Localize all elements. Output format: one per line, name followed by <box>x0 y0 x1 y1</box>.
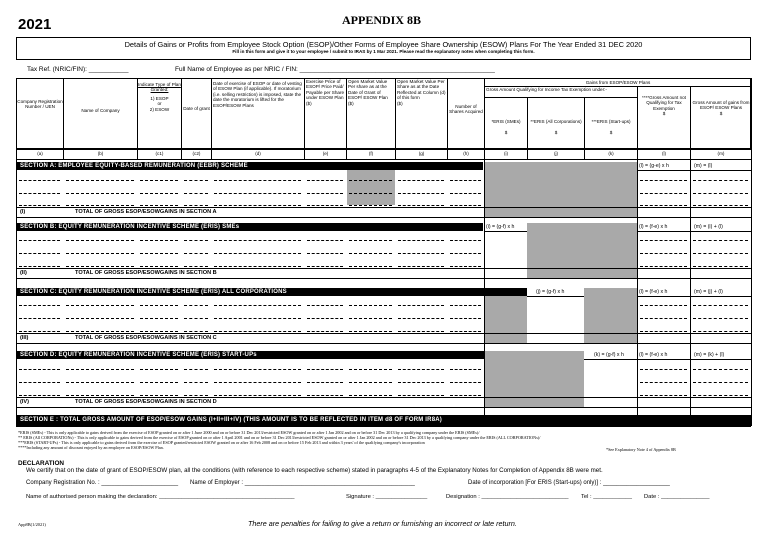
omv-grant-label: Open Market Value Per share as at the Date of Grant of ESOP/ ESOW Plan <box>348 79 388 101</box>
gross-gains-unit: $ <box>719 110 723 116</box>
col-eris-smes <box>485 119 527 136</box>
omv-date-label: Open Market Value Per Share as at the Date Reflected at Column (d) of this form <box>397 79 446 101</box>
entry-line[interactable] <box>19 318 60 319</box>
col-gross-gains <box>692 100 750 116</box>
penalty-notice: There are penalties for failing to give a return or furnishing an incorrect or late return. <box>248 519 517 528</box>
entry-line[interactable] <box>398 305 444 306</box>
date-field[interactable]: _______________ <box>661 494 710 500</box>
col-omv-date <box>397 79 446 106</box>
entry-line[interactable] <box>19 382 60 383</box>
entry-line[interactable] <box>214 331 301 332</box>
entry-line[interactable] <box>693 331 748 332</box>
entry-line[interactable] <box>693 318 748 319</box>
entry-line[interactable] <box>140 205 178 206</box>
entry-line[interactable] <box>349 180 392 181</box>
col-gross-qualifying: Gross Amount Qualifying for Income Tax Exemption under:- <box>486 87 607 92</box>
col-company-name: Name of Company <box>81 108 120 113</box>
section-d-header: SECTION D: EQUITY REMUNERATION INCENTIVE SCHEME (ERIS) START-UPs <box>16 351 484 359</box>
entry-line[interactable] <box>349 266 392 267</box>
exercise-price-unit: ($) <box>306 100 312 106</box>
entry-line[interactable] <box>640 266 687 267</box>
entry-line[interactable] <box>398 266 444 267</box>
col-company-reg: Company Registration Number / UEN <box>17 99 63 110</box>
entry-line[interactable] <box>66 318 134 319</box>
letter-e: (e) <box>322 151 329 156</box>
declaration-text: We certify that on the date of grant of ESOP/ESOW plan, all the conditions (with reference to each respective scheme) stated in paragraphs 4-5 of the Explanatory Notes for Completion of Appendix 8B were met. <box>26 467 603 474</box>
entry-line[interactable] <box>640 331 687 332</box>
note-discount: ****Including any amount of discount enjoyed by an employee on ESOP/ESOW Plan. <box>18 445 164 450</box>
designation-row <box>446 494 569 500</box>
entry-line[interactable] <box>66 369 134 370</box>
section-a-header: SECTION A: EMPLOYEE EQUITY-BASED REMUNERATION (EEBR) SCHEME <box>16 162 483 170</box>
entry-line[interactable] <box>184 331 208 332</box>
entry-line[interactable] <box>307 240 343 241</box>
entry-line[interactable] <box>450 395 481 396</box>
date-label: Date : <box>644 494 660 500</box>
omv-grant-unit: ($) <box>348 100 354 106</box>
eris-startups-unit: $ <box>609 130 613 136</box>
letter-a: (a) <box>37 151 43 156</box>
employer-label: Name of Employer : <box>190 480 244 486</box>
tax-ref-field[interactable]: ___________ <box>88 66 129 73</box>
note-explanatory: *See Explanatory Note 4 of Appendix 8B <box>606 447 676 452</box>
section-d-total-no: (IV) <box>20 399 30 405</box>
section-b-total-no: (II) <box>20 270 27 276</box>
entry-line[interactable] <box>349 382 392 383</box>
entry-line[interactable] <box>66 180 134 181</box>
col-gross-not-qualifying <box>640 95 688 117</box>
appendix-title: APPENDIX 8B <box>342 13 422 27</box>
eris-all-unit: $ <box>554 130 558 136</box>
entry-line[interactable] <box>693 180 748 181</box>
entry-line[interactable] <box>214 369 301 370</box>
entry-line[interactable] <box>307 266 343 267</box>
entry-line[interactable] <box>214 205 301 206</box>
entry-line[interactable] <box>140 193 178 194</box>
letter-j: (j) <box>553 151 559 156</box>
employee-name-field[interactable]: ______________________________________________________ <box>299 66 495 73</box>
eris-smes-unit: $ <box>504 130 508 136</box>
entry-line[interactable] <box>184 369 208 370</box>
entry-line[interactable] <box>640 369 687 370</box>
section-d-formula-l: (l) = (f-e) x h <box>639 352 668 358</box>
entry-line[interactable] <box>19 193 60 194</box>
employee-name-label: Full Name of Employee as per NRIC / FIN: <box>175 66 298 73</box>
entry-line[interactable] <box>66 395 134 396</box>
title-box <box>16 37 751 60</box>
entry-line[interactable] <box>184 193 208 194</box>
entry-line[interactable] <box>66 266 134 267</box>
entry-line[interactable] <box>19 331 60 332</box>
entry-line[interactable] <box>640 205 687 206</box>
entry-line[interactable] <box>140 253 178 254</box>
entry-line[interactable] <box>349 205 392 206</box>
entry-line[interactable] <box>349 305 392 306</box>
entry-line[interactable] <box>140 395 178 396</box>
entry-line[interactable] <box>307 305 343 306</box>
section-a-shaded-f <box>347 170 395 205</box>
col-eris-startups <box>585 119 637 136</box>
entry-line[interactable] <box>640 193 687 194</box>
entry-line[interactable] <box>349 318 392 319</box>
section-a-formula-m: (m) = (l) <box>694 163 713 169</box>
letter-b: (b) <box>97 151 104 156</box>
entry-line[interactable] <box>450 331 481 332</box>
entry-line[interactable] <box>349 395 392 396</box>
section-a-shaded <box>484 162 637 217</box>
entry-line[interactable] <box>693 305 748 306</box>
gross-not-qualifying-unit: $ <box>662 111 666 117</box>
entry-line[interactable] <box>640 240 687 241</box>
col-num-shares: Number of Shares Acquired <box>449 104 483 115</box>
signature-row <box>346 494 427 500</box>
entry-line[interactable] <box>140 266 178 267</box>
col-omv-grant <box>348 79 394 106</box>
section-d-total-label: TOTAL OF GROSS ESOP/ESOWGAINS IN SECTION D <box>75 399 217 405</box>
col-plan-type <box>138 82 181 112</box>
entry-line[interactable] <box>307 331 343 332</box>
entry-line[interactable] <box>19 205 60 206</box>
entry-line[interactable] <box>450 369 481 370</box>
entry-line[interactable] <box>66 205 134 206</box>
entry-line[interactable] <box>398 318 444 319</box>
note-eris-smes: *ERIS (SMEs) - This is only applicable to gains derived from the exercise of ESOP granted on or after 1 June 2000 and on or before 31 Dec 2013/restricted ESOW granted on or after 1 Jan 2002 and on or before 31 Dec 2013 by a qualifying company under the ERIS (SMEs)/ <box>18 430 480 435</box>
entry-line[interactable] <box>184 205 208 206</box>
company-reg-field[interactable]: _______________________ <box>101 480 179 486</box>
entry-line[interactable] <box>66 305 134 306</box>
incorporation-field[interactable]: ____________________ <box>603 480 670 486</box>
entry-line[interactable] <box>307 253 343 254</box>
entry-line[interactable] <box>307 205 343 206</box>
entry-line[interactable] <box>66 331 134 332</box>
section-a-total-label: TOTAL OF GROSS ESOP/ESOWGAINS IN SECTION A <box>75 209 217 215</box>
letter-f: (f) <box>368 151 374 156</box>
section-c-header: SECTION C: EQUITY REMUNERATION INCENTIVE SCHEME (ERIS) ALL CORPORATIONS <box>16 288 527 296</box>
section-c-total-no: (III) <box>20 335 29 341</box>
entry-line[interactable] <box>214 266 301 267</box>
section-d-formula-k: (k) = (g-f) x h <box>594 352 624 358</box>
entry-line[interactable] <box>693 382 748 383</box>
incorporation-label: Date of incorporation [For ERIS (Start-ups) only)] : <box>468 480 602 486</box>
entry-line[interactable] <box>349 331 392 332</box>
entry-line[interactable] <box>349 240 392 241</box>
omv-date-unit: ($) <box>397 100 403 106</box>
letter-c2: (c2) <box>192 151 201 156</box>
entry-line[interactable] <box>214 253 301 254</box>
form-code: App8B(1/2021) <box>18 522 46 527</box>
entry-line[interactable] <box>19 180 60 181</box>
entry-line[interactable] <box>450 205 481 206</box>
entry-line[interactable] <box>450 318 481 319</box>
entry-line[interactable] <box>398 331 444 332</box>
employer-row <box>190 480 415 486</box>
entry-line[interactable] <box>640 180 687 181</box>
tel-row <box>581 494 632 500</box>
letter-d: (d) <box>255 151 261 156</box>
entry-line[interactable] <box>640 395 687 396</box>
entry-line[interactable] <box>640 305 687 306</box>
entry-line[interactable] <box>640 253 687 254</box>
entry-line[interactable] <box>398 240 444 241</box>
entry-line[interactable] <box>450 240 481 241</box>
entry-line[interactable] <box>307 318 343 319</box>
letter-h: (h) <box>463 151 469 156</box>
entry-line[interactable] <box>184 180 208 181</box>
eris-smes-label: *ERIS (SMEs) <box>491 119 521 124</box>
entry-line[interactable] <box>184 318 208 319</box>
entry-line[interactable] <box>184 266 208 267</box>
entry-line[interactable] <box>66 253 134 254</box>
entry-line[interactable] <box>140 318 178 319</box>
section-e-header: SECTION E : TOTAL GROSS AMOUNT OF ESOP/ESOW GAINS (I+II+III+IV) (THIS AMOUNT IS TO BE REFLECTED IN ITEM d8 OF FORM IR8A) <box>16 415 751 426</box>
signatory-label: Name of authorised person making the declaration: <box>26 494 158 500</box>
entry-line[interactable] <box>307 369 343 370</box>
col-gains-group: Gains from ESOP/ESOW Plans <box>585 80 651 85</box>
entry-line[interactable] <box>398 382 444 383</box>
tel-field[interactable]: ____________ <box>593 494 632 500</box>
entry-line[interactable] <box>140 369 178 370</box>
date-row <box>644 494 709 500</box>
section-a-total-no: (I) <box>20 209 26 215</box>
tax-ref-label: Tax Ref. (NRIC/FIN): <box>27 66 87 73</box>
declaration-title: DECLARATION <box>18 460 65 467</box>
entry-line[interactable] <box>19 305 60 306</box>
entry-line[interactable] <box>450 180 481 181</box>
entry-line[interactable] <box>140 240 178 241</box>
entry-line[interactable] <box>693 369 748 370</box>
entry-line[interactable] <box>66 240 134 241</box>
entry-line[interactable] <box>214 318 301 319</box>
entry-line[interactable] <box>693 240 748 241</box>
entry-line[interactable] <box>19 395 60 396</box>
section-d-formula-m: (m) = (k) + (l) <box>694 352 725 358</box>
section-d-shaded <box>484 351 584 408</box>
signature-field[interactable]: ________________ <box>375 494 428 500</box>
entry-line[interactable] <box>214 305 301 306</box>
signatory-row <box>26 494 295 500</box>
entry-line[interactable] <box>640 318 687 319</box>
exercise-price-label: Exercise Price of ESOP/ Price Paid/ Payable per Share under ESOW Plan <box>306 79 345 101</box>
letter-i: (i) <box>503 151 509 156</box>
incorporation-row <box>468 480 670 486</box>
designation-field[interactable]: ___________________________ <box>481 494 569 500</box>
signature-label: Signature : <box>346 494 375 500</box>
entry-line[interactable] <box>19 240 60 241</box>
entry-line[interactable] <box>450 266 481 267</box>
section-c-shaded-i <box>484 296 527 343</box>
letter-k: (k) <box>608 151 614 156</box>
signatory-field[interactable]: __________________________________________ <box>159 494 295 500</box>
company-reg-label: Company Registration No. : <box>26 480 100 486</box>
entry-line[interactable] <box>640 382 687 383</box>
entry-line[interactable] <box>398 180 444 181</box>
note-eris-startups: ***ERIS (START-UPs) - This is only applicable to gains derived from the exercise of ESOP granted/restricted ESOW granted on or after 16 Feb 2008 and on or before 15 Feb 2013 and within 3 years' of the qualifying company's incorporation <box>18 440 425 445</box>
section-b-shaded <box>527 223 637 278</box>
eris-startups-label: ***ERIS (Start-ups) <box>591 119 631 124</box>
entry-line[interactable] <box>398 253 444 254</box>
form-year: 2021 <box>18 16 52 33</box>
entry-line[interactable] <box>398 205 444 206</box>
entry-line[interactable] <box>693 266 748 267</box>
entry-line[interactable] <box>349 193 392 194</box>
section-c-total-label: TOTAL OF GROSS ESOP/ESOWGAINS IN SECTION C <box>75 335 217 341</box>
company-reg-row <box>26 480 178 486</box>
entry-line[interactable] <box>19 369 60 370</box>
entry-line[interactable] <box>398 369 444 370</box>
plan-or: or <box>157 101 162 107</box>
section-a-formula-l: (l) = (g-e) x h <box>639 163 669 169</box>
section-c-formula-m: (m) = (j) + (l) <box>694 289 723 295</box>
entry-line[interactable] <box>349 253 392 254</box>
plan-option-1: 1) ESOP <box>150 95 169 101</box>
gross-gains-label: Gross Amount of gains from ESOP/ ESOW Plans <box>692 100 750 111</box>
section-b-formula-l: (l) = (f-e) x h <box>639 224 668 230</box>
section-c-formula-j: (j) = (g-f) x h <box>536 289 565 295</box>
entry-line[interactable] <box>140 180 178 181</box>
col-exercise-price <box>306 79 346 106</box>
entry-line[interactable] <box>140 382 178 383</box>
letter-m: (m) <box>717 151 725 156</box>
entry-line[interactable] <box>693 205 748 206</box>
entry-line[interactable] <box>307 180 343 181</box>
entry-line[interactable] <box>184 395 208 396</box>
entry-line[interactable] <box>214 382 301 383</box>
section-b-header: SECTION B: EQUITY REMUNERATION INCENTIVE SCHEME (ERIS) SMEs <box>16 223 483 231</box>
col-eris-all <box>528 119 584 136</box>
letter-c1: (c1) <box>155 151 164 156</box>
entry-line[interactable] <box>307 382 343 383</box>
col-date-exercise: Date of exercise of ESOP or date of vesting of ESOW Plan (if applicable). If moratorium (i.e. selling restriction) is imposed, state the date the moratorium is lifted for the ESOP/ESOW Plans <box>213 81 302 108</box>
entry-line[interactable] <box>398 193 444 194</box>
form-subtitle: Fill in this form and give it to your employee / submit to IRAS by 1 Mar 2021. Please read the explanatory notes when completing this form. <box>232 49 535 54</box>
plan-type-label: Indicate Type of Plan Granted: <box>138 82 181 93</box>
section-b-total-label: TOTAL OF GROSS ESOP/ESOWGAINS IN SECTION B <box>75 270 217 276</box>
designation-label: Designation : <box>446 494 480 500</box>
form-title: Details of Gains or Profits from Employee Stock Option (ESOP)/Other Forms of Employee Share Ownership (ESOW) Plans For The Year Ended 31 DEC 2020 <box>124 40 643 49</box>
section-c-formula-l: (l) = (f-e) x h <box>639 289 668 295</box>
entry-line[interactable] <box>184 305 208 306</box>
entry-line[interactable] <box>214 193 301 194</box>
letter-l: (l) <box>661 151 667 156</box>
eris-all-label: **ERIS (All Corporations) <box>530 119 582 124</box>
plan-option-2: 2) ESOW <box>149 106 170 112</box>
tax-ref <box>27 66 129 73</box>
entry-line[interactable] <box>184 253 208 254</box>
col-date-grant: Date of grant <box>183 106 210 111</box>
entry-line[interactable] <box>214 240 301 241</box>
entry-line[interactable] <box>307 193 343 194</box>
entry-line[interactable] <box>398 395 444 396</box>
entry-line[interactable] <box>693 193 748 194</box>
entry-line[interactable] <box>693 395 748 396</box>
entry-line[interactable] <box>450 305 481 306</box>
section-b-formula-i: (i) = (g-f) x h <box>486 224 515 230</box>
entry-line[interactable] <box>19 266 60 267</box>
entry-line[interactable] <box>140 305 178 306</box>
entry-line[interactable] <box>140 331 178 332</box>
gross-not-qualifying-label: ****Gross Amount not Qualifying for Tax Exemption <box>642 95 686 111</box>
section-c-shaded-k <box>584 288 637 343</box>
employer-field[interactable]: ___________________________________________________ <box>244 480 415 486</box>
section-b-formula-m: (m) = (i) + (l) <box>694 224 723 230</box>
entry-line[interactable] <box>450 193 481 194</box>
entry-line[interactable] <box>66 193 134 194</box>
entry-line[interactable] <box>349 369 392 370</box>
entry-line[interactable] <box>307 395 343 396</box>
tel-label: Tel : <box>581 494 592 500</box>
entry-line[interactable] <box>693 253 748 254</box>
entry-line[interactable] <box>19 253 60 254</box>
entry-line[interactable] <box>214 395 301 396</box>
employee-name <box>175 66 495 73</box>
entry-line[interactable] <box>184 240 208 241</box>
note-eris-all: ** ERIS (All CORPORATIONs) - This is only applicable to gains derived from the exercise of ESOP granted on or after 1 April 2001 and on or before 31 Dec 2013/restricted ESOW granted on or after 1 Jan 2002 and on or before 31 Dec 2013 by a qualifying company under the ERIS (ALL CORPORATIONs)/ <box>18 435 541 440</box>
entry-line[interactable] <box>450 382 481 383</box>
entry-line[interactable] <box>214 180 301 181</box>
entry-line[interactable] <box>184 382 208 383</box>
entry-line[interactable] <box>450 253 481 254</box>
entry-line[interactable] <box>66 382 134 383</box>
letter-g: (g) <box>418 151 425 156</box>
